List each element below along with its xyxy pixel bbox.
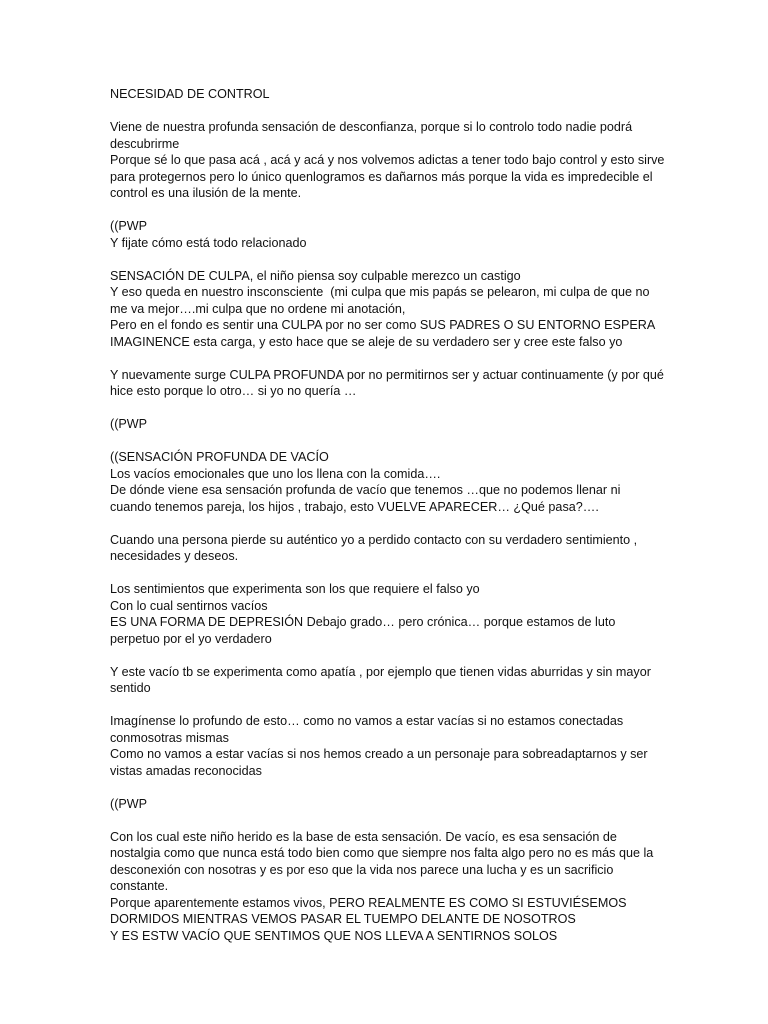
text-line: ES UNA FORMA DE DEPRESIÓN Debajo grado… pero crónica… porque estamos de luto perpetuo por el yo verdadero (110, 615, 619, 646)
text-line: ((SENSACIÓN PROFUNDA DE VACÍO (110, 450, 329, 464)
text-line: Cuando una persona pierde su auténtico yo a perdido contacto con su verdadero sentimiento , necesidades y deseos. (110, 532, 641, 563)
text-line: Pero en el fondo es sentir una CULPA por no ser como SUS PADRES O SU ENTORNO ESPERA IMAGINENCE esta carga, y esto hace que se aleje de su verdadero ser y cree este falso yo (110, 318, 659, 349)
text-line: ((PWP (110, 796, 148, 811)
document-page (110, 86, 668, 961)
text-line: Porque aparentemente estamos vivos, PERO REALMENTE ES COMO SI ESTUVIÉSEMOS DORMIDOS MIENTRAS VEMOS PASAR EL TUEMPO DELANTE DE NOSOTROS (110, 895, 631, 926)
text-line: Los vacíos emocionales que uno los llena con la comida…. (110, 466, 441, 481)
document-paragraph (110, 268, 665, 351)
text-line: Los sentimientos que experimenta son los que requiere el falso yo (110, 582, 480, 596)
text-line: Y este vacío tb se experimenta como apatía , por ejemplo que tienen vidas aburridas y sin mayor sentido (110, 664, 655, 695)
text-line: ((PWP (110, 417, 148, 431)
document-paragraph (110, 367, 668, 400)
document-title: NECESIDAD DE CONTROL (110, 87, 270, 101)
text-line: SENSACIÓN DE CULPA, el niño piensa soy culpable merezco un castigo (110, 268, 521, 283)
text-line: Y fijate cómo está todo relacionado (110, 235, 307, 250)
text-line: Y eso queda en nuestro insconsciente (mi culpa que mis papás se pelearon, mi culpa de que no me va mejor….mi culpa que no ordene mi anotación, (110, 285, 654, 316)
text-line: Con los cual este niño herido es la base de esta sensación. De vacío, es esa sensación de nostalgia como que nunca está todo bien como que siempre nos falta algo pero no es más que la desconexión con nosotras y es por eso que la vida nos parece una lucha y es un sacrificio constante. (110, 829, 657, 893)
text-line: Porque sé lo que pasa acá , acá y acá y nos volvemos adictas a tener todo bajo control y esto sirve para protegernos pero lo único quenlogramos es dañarnos más porque la vida es impredecible el control es una ilusión de la mente. (110, 153, 668, 200)
text-line: ((PWP (110, 219, 148, 233)
text-line: Imagínense lo profundo de esto… como no vamos a estar vacías si no estamos conectadas conmosotras mismas (110, 714, 627, 745)
text-line: De dónde viene esa sensación profunda de vacío que tenemos …que no podemos llenar ni cuando tenemos pareja, los hijos , trabajo, esto VUELVE APARECER… ¿Qué pasa?…. (110, 483, 624, 514)
document-paragraph (110, 449, 665, 515)
document-paragraph (110, 664, 665, 697)
document-paragraph (110, 581, 665, 647)
document-paragraph (110, 416, 665, 433)
document-paragraph (110, 218, 665, 251)
text-line: Y ES ESTW VACÍO QUE SENTIMOS QUE NOS LLEVA A SENTIRNOS SOLOS (110, 928, 558, 943)
text-line: Viene de nuestra profunda sensación de desconfianza, porque si lo controlo todo nadie podrá descubrirme (110, 120, 636, 151)
document-paragraph (110, 796, 665, 813)
text-line: Y nuevamente surge CULPA PROFUNDA por no permitirnos ser y actuar continuamente (y por qué hice esto porque lo otro… si yo no quería … (110, 367, 668, 398)
document-paragraph (110, 829, 665, 945)
document-paragraph (110, 119, 668, 202)
document-paragraph (110, 532, 665, 565)
text-line: Como no vamos a estar vacías si nos hemos creado a un personaje para sobreadaptarnos y ser vistas amadas reconocidas (110, 747, 652, 778)
document-paragraph (110, 713, 665, 779)
document-paragraph (110, 86, 665, 103)
text-line: Con lo cual sentirnos vacíos (110, 598, 268, 613)
